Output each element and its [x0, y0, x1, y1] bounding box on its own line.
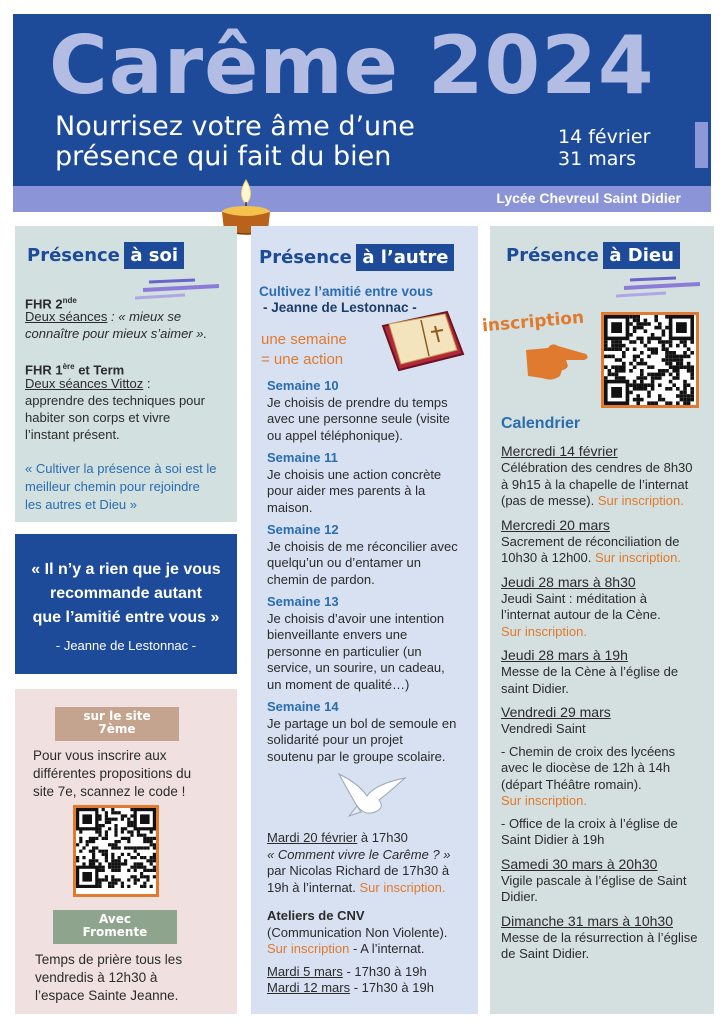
- week-title: Semaine 11: [267, 450, 338, 465]
- calendar-title: Calendrier: [501, 415, 581, 432]
- week-item: [267, 699, 475, 765]
- event-last-line: (pas de messe). Sur inscription.: [501, 493, 684, 508]
- qr-code-site7[interactable]: [73, 805, 159, 897]
- presence-autre-badge: [259, 244, 454, 271]
- calendar-event: [501, 855, 709, 906]
- badge-word: Présence: [27, 245, 120, 266]
- fhr2-text: Deux séances : « mieux se connaître pour mieux s’aimer ».: [25, 309, 208, 341]
- week-item: [267, 378, 475, 444]
- subtitle-line-2: présence qui fait du bien: [55, 141, 392, 172]
- date-range: [558, 126, 650, 170]
- site7-panel: [15, 689, 237, 1014]
- event-last-line: [501, 793, 709, 810]
- event-text-line: Saint Didier à 19h: [501, 832, 605, 847]
- week-text-line: Je choisis d’avoir une intention: [267, 610, 445, 626]
- qr-code-inscription[interactable]: [601, 312, 699, 408]
- badge-word: Présence: [259, 247, 352, 268]
- soi-quote: « Cultiver la présence à soi est le meilleur chemin pour rejoindre les autres et Dieu »: [25, 461, 217, 512]
- calendar-event: [501, 442, 709, 510]
- presence-soi-badge: [27, 242, 184, 269]
- week-item: [267, 450, 475, 516]
- school-name: Lycée Chevreul Saint Didier: [496, 190, 681, 206]
- fromente-tag: Avec Fromente: [53, 910, 177, 944]
- badge-box: à soi: [124, 242, 184, 269]
- week-item: [267, 594, 475, 693]
- presence-autre-panel: [251, 226, 478, 1014]
- calendar-list: [501, 442, 709, 969]
- event-title: Mercredi 20 mars: [501, 516, 610, 533]
- event-last-line: [501, 624, 709, 641]
- week-text-line: Je choisis une action concrète: [267, 466, 442, 482]
- stripes-decoration: [135, 278, 221, 300]
- event-text-line: Messe de la résurrection à l’église: [501, 929, 698, 945]
- dove-icon: [335, 766, 409, 822]
- calendar-event: [501, 573, 709, 641]
- week-text-line: service, un sourire, un cadeau,: [267, 660, 445, 675]
- event-title: Jeudi 28 mars à 8h30: [501, 573, 636, 590]
- stripes-decoration: [616, 276, 702, 298]
- weeks-list: [267, 378, 475, 771]
- week-text-line: solidarité pour un projet: [267, 732, 403, 747]
- page-title: Carême 2024: [49, 19, 655, 112]
- quote-author: - Jeanne de Lestonnac -: [55, 638, 197, 653]
- event-last-line: 10h30 à 12h00. Sur inscription.: [501, 550, 681, 565]
- quote-text: « Il n’y a rien que je vous recommande autant que l’amitié entre vous »: [31, 561, 221, 626]
- header-banner: [13, 14, 711, 186]
- inscription-link[interactable]: Sur inscription.: [501, 793, 587, 808]
- week-text-line: soutenu par le groupe scolaire.: [267, 748, 446, 764]
- prayer-text: Temps de prière tous les vendredis à 12h30 à l’espace Sainte Jeanne.: [35, 952, 183, 1003]
- week-text-line: un moment de qualité…): [267, 676, 410, 692]
- calendar-event: [501, 703, 709, 810]
- week-title: Semaine 14: [267, 699, 339, 714]
- date-start: 14 février: [558, 126, 651, 148]
- qr-pattern: [604, 315, 696, 405]
- calendar-event: [501, 516, 709, 567]
- event-text-line: Didier.: [501, 889, 538, 904]
- week-text-line: avec une personne seule (visite: [267, 411, 450, 426]
- calendar-event: [501, 816, 709, 849]
- week-text-line: Je choisis de prendre du temps: [267, 394, 448, 410]
- week-item: [267, 522, 475, 588]
- week-text-line: ou appel téléphonique).: [267, 427, 403, 443]
- week-title: Semaine 10: [267, 378, 339, 393]
- fhr1-heading: FHR 1ère et Term: [25, 362, 125, 378]
- event-text-line: l’internat autour de la Cène.: [501, 607, 661, 622]
- event-text-line: saint Didier.: [501, 680, 569, 696]
- event-text-line: Sacrement de réconciliation de: [501, 533, 680, 549]
- inscription-label: inscription: [481, 307, 585, 337]
- mardi-event: Mardi 20 février à 17h30 « Comment vivre le Carême ? » par Nicolas Richard de 17h30 à 19h à l’internat. Sur inscription.: [267, 830, 451, 895]
- week-text-line: personne en particulier (un: [267, 643, 422, 659]
- week-action: une semaine = une action: [261, 331, 347, 368]
- inscription-link[interactable]: Sur inscription.: [597, 493, 684, 508]
- badge-box: à l’autre: [356, 244, 454, 271]
- event-text-line: à 9h15 à la chapelle de l’internat: [501, 476, 689, 492]
- event-title: Jeudi 28 mars à 19h: [501, 647, 628, 663]
- week-text-line: chemin de pardon.: [267, 571, 375, 587]
- week-text-line: bienveillante envers une: [267, 627, 408, 642]
- calendar-event: [501, 646, 709, 697]
- pointing-hand-icon: [522, 336, 590, 384]
- inscription-link[interactable]: Sur inscription.: [501, 623, 587, 639]
- event-title: Vendredi 29 mars: [501, 704, 611, 720]
- week-text-line: maison.: [267, 499, 313, 515]
- calendar-event: [501, 912, 709, 963]
- lestonnac-quote-panel: [15, 534, 237, 674]
- site7-tag: sur le site 7ème: [55, 707, 179, 741]
- week-text-line: Je choisis de me réconcilier avec: [267, 538, 458, 554]
- event-text-line: Vendredi Saint: [501, 721, 586, 736]
- event-title: Dimanche 31 mars à 10h30: [501, 912, 673, 929]
- fhr2-heading: FHR 2nde: [25, 296, 77, 312]
- event-text-line: Vigile pascale à l’église de Saint: [501, 872, 687, 888]
- week-title: Semaine 12: [267, 522, 339, 537]
- presence-soi-panel: [15, 226, 237, 522]
- event-text-line: - Chemin de croix des lycéens: [501, 743, 676, 759]
- qr-pattern: [76, 808, 156, 894]
- week-text-line: Je partage un bol de semoule en: [267, 715, 457, 731]
- event-text-line: Jeudi Saint : méditation à: [501, 590, 647, 606]
- event-text-line: - Office de la croix à l’église de: [501, 815, 678, 831]
- school-band: [13, 186, 711, 212]
- event-text-line: Célébration des cendres de 8h30: [501, 460, 693, 475]
- week-text-line: pour aider mes parents à la: [267, 483, 426, 498]
- header-accent-bar: [695, 122, 708, 168]
- event-title: Samedi 30 mars à 20h30: [501, 855, 658, 872]
- book-icon: [377, 306, 469, 376]
- subtitle-line-1: Nourrisez votre âme d’une: [55, 111, 415, 142]
- friendship-heading: Cultivez l’amitié entre vous - Jeanne de Lestonnac -: [259, 284, 434, 315]
- subtitle: [55, 112, 415, 172]
- week-title: Semaine 13: [267, 594, 339, 609]
- date-end: 31 mars: [558, 148, 637, 170]
- event-text-line: (départ Théâtre romain).: [501, 776, 642, 792]
- cnv-event: Ateliers de CNV (Communication Non Violente). Sur inscription - A l’internat. Mardi 5 mars - 17h30 à 19h Mardi 12 mars - 17h30 à 19h: [267, 908, 448, 995]
- week-text-line: quelqu’un ou d’entamer un: [267, 555, 421, 570]
- badge-word: Présence: [506, 245, 599, 266]
- badge-box: à Dieu: [603, 242, 680, 269]
- inscription-link[interactable]: Sur inscription.: [594, 550, 681, 565]
- presence-dieu-badge: [506, 242, 680, 269]
- site7-text: Pour vous inscrire aux différentes propositions du site 7e, scannez le code !: [33, 748, 192, 799]
- event-title: Mercredi 14 février: [501, 443, 618, 459]
- event-text-line: de Saint Didier.: [501, 946, 590, 961]
- fhr1-text: Deux séances Vittoz : apprendre des techniques pour habiter son corps et vivre l’instant présent.: [25, 376, 205, 442]
- event-text-line: Messe de la Cène à l’église de: [501, 664, 679, 679]
- event-text-line: avec le diocèse de 12h à 14h: [501, 760, 671, 775]
